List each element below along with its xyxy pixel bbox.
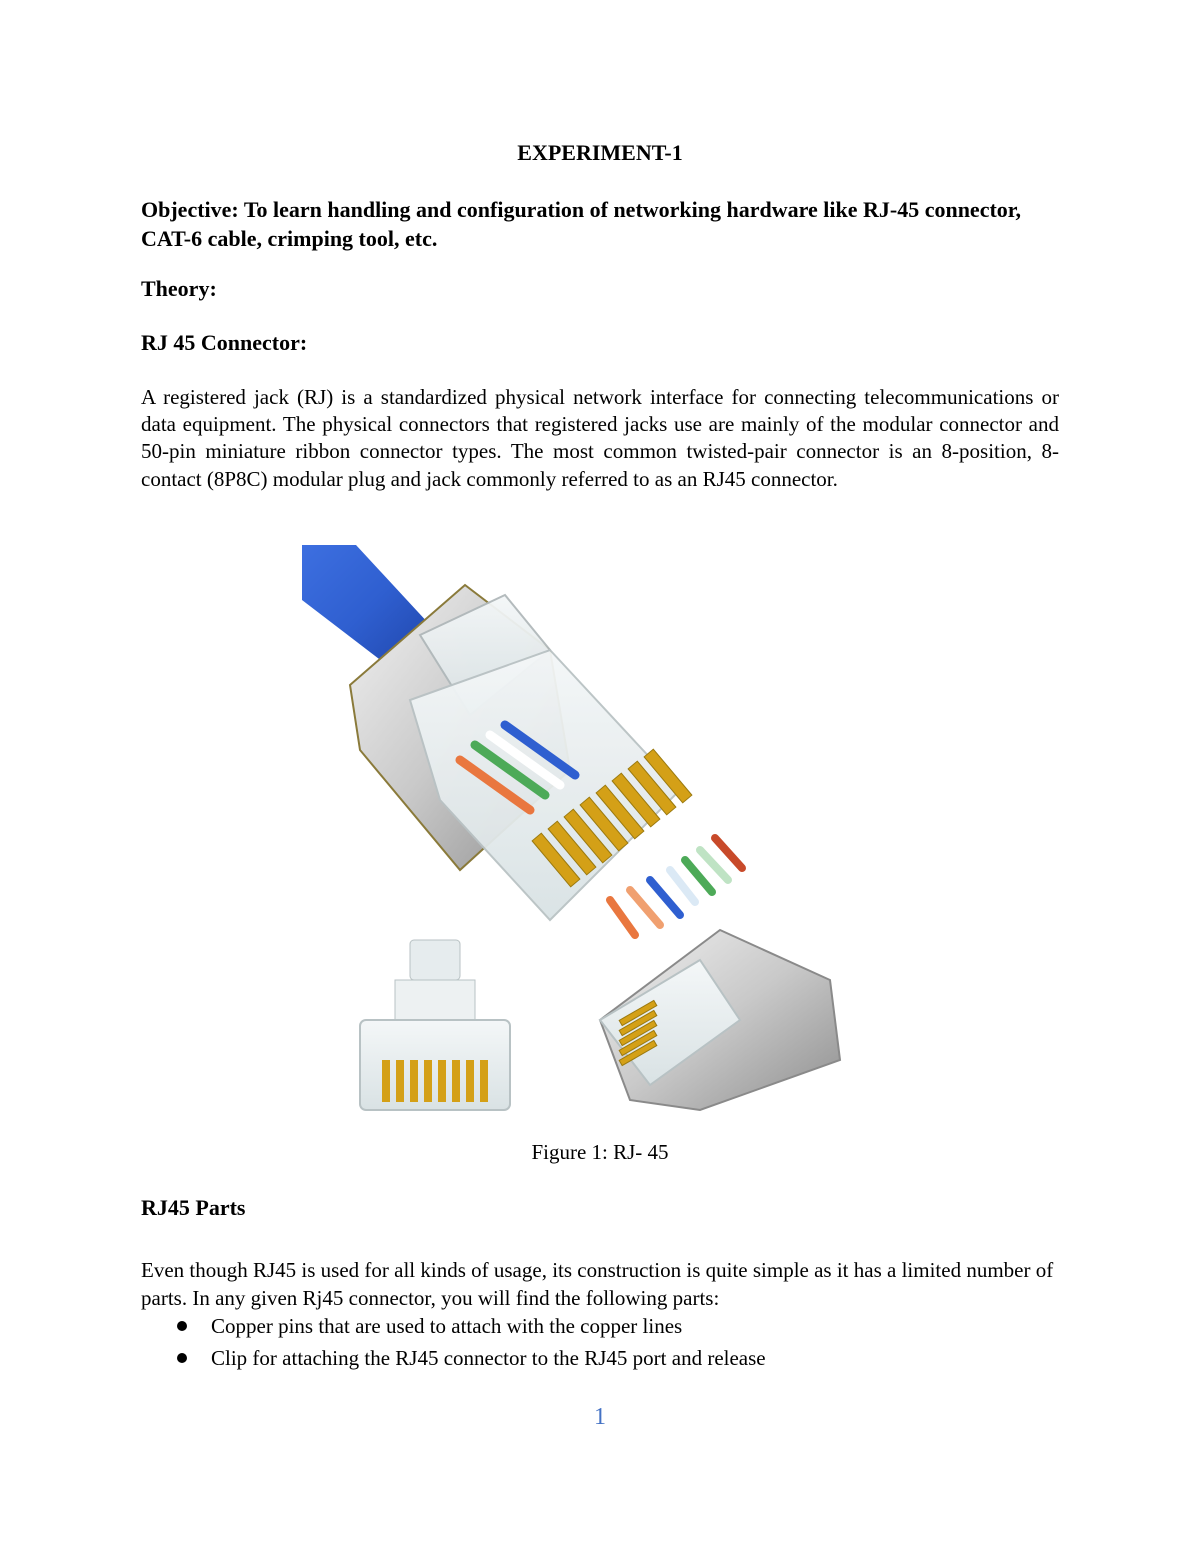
rj45-connector-illustration <box>300 540 860 1120</box>
list-item <box>141 1344 1059 1376</box>
theory-heading: Theory: <box>141 276 217 301</box>
parts-paragraph: Even though RJ45 is used for all kinds of usage, its construction is quite simple as it has a limited number of parts. In any given Rj45 connector, you will find the following parts: <box>141 1258 1054 1310</box>
rj45-paragraph: A registered jack (RJ) is a standardized physical network interface for connecting telecommunications or data equipment. The physical connectors that registered jacks use are mainly of the modular connector and 50-pin miniature ribbon connector types. The most common twisted-pair connector is an 8-position, 8-contact (8P8C) modular plug and jack commonly referred to as an RJ45 connector. <box>141 385 1059 491</box>
shielded-rj45-plug <box>600 930 840 1110</box>
figure-caption: Figure 1: RJ- 45 <box>531 1140 669 1164</box>
bullet-icon <box>177 1321 187 1331</box>
page-title: EXPERIMENT-1 <box>517 140 683 165</box>
rj45-figure <box>300 540 860 1120</box>
bullet-icon <box>177 1353 187 1363</box>
clear-rj45-plug <box>360 940 510 1110</box>
list-item-text: Clip for attaching the RJ45 connector to the RJ45 port and release <box>211 1346 766 1370</box>
objective-text: Objective: To learn handling and configuration of networking hardware like RJ-45 connector, CAT-6 cable, crimping tool, etc. <box>141 197 1022 251</box>
parts-list <box>141 1312 1059 1376</box>
page-number: 1 <box>594 1404 606 1430</box>
connector-body <box>410 650 680 920</box>
parts-heading: RJ45 Parts <box>141 1195 246 1220</box>
list-item <box>141 1312 1059 1344</box>
rj45-heading: RJ 45 Connector: <box>141 330 308 355</box>
list-item-text: Copper pins that are used to attach with the copper lines <box>211 1314 683 1338</box>
